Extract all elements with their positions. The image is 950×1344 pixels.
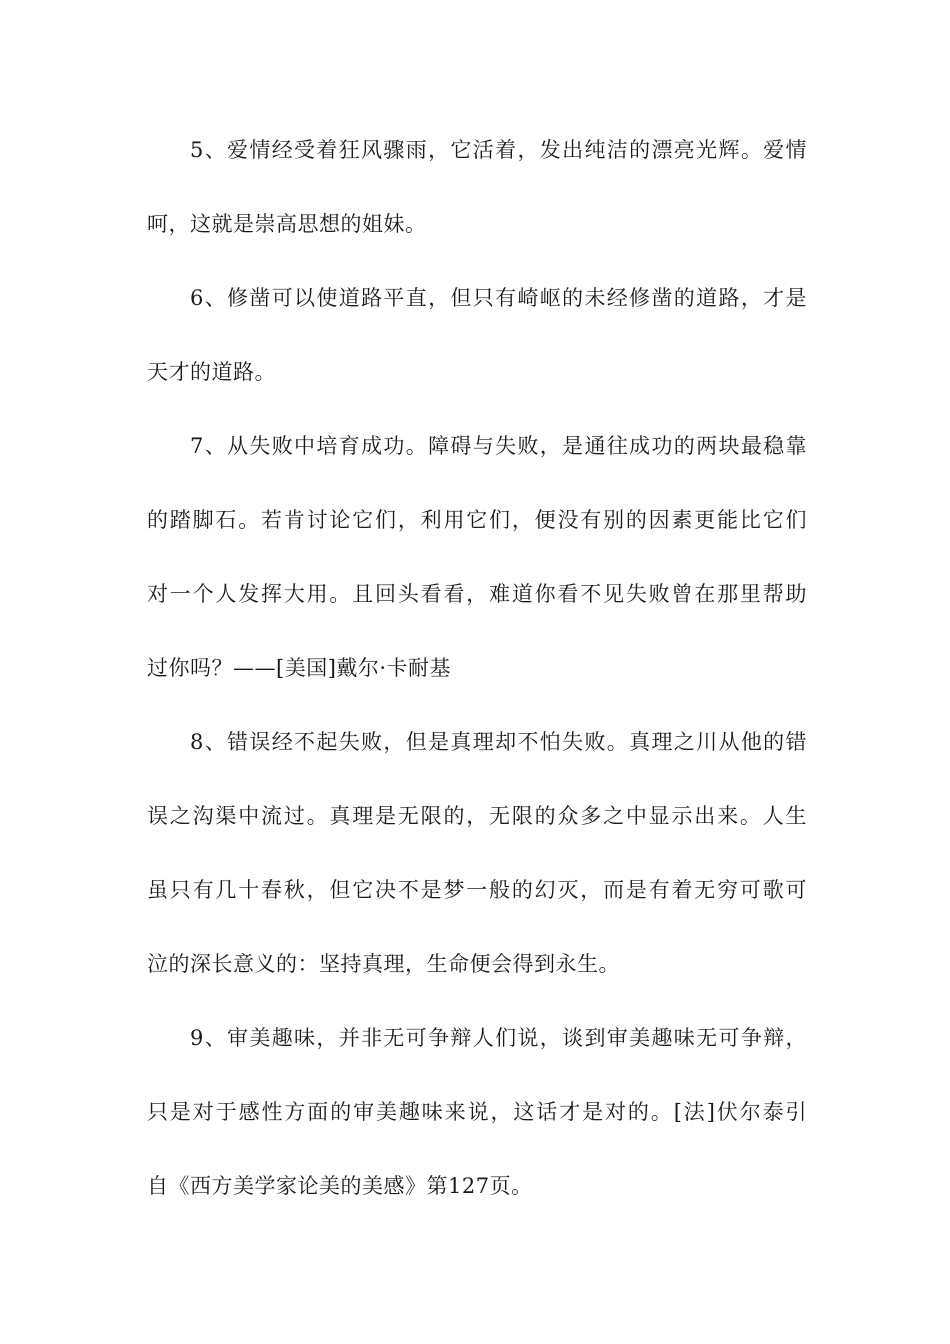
paragraph-line: 9、审美趣味，并非无可争辩人们说，谈到审美趣味无可争辩， [190, 1026, 807, 1050]
paragraph-line: 天才的道路。 [147, 360, 276, 384]
paragraph-line: 对一个人发挥大用。且回头看看，难道你看不见失败曾在那里帮助 [147, 582, 807, 606]
paragraph-line: 8、错误经不起失败，但是真理却不怕失败。真理之川从他的错 [190, 730, 807, 754]
paragraph-line: 过你吗？——[美国]戴尔·卡耐基 [147, 656, 452, 680]
paragraph-line: 只是对于感性方面的审美趣味来说，这话才是对的。[法]伏尔泰引 [147, 1100, 807, 1124]
paragraph-line: 自《西方美学家论美的美感》第127页。 [147, 1174, 533, 1198]
document-body [147, 113, 807, 1223]
paragraph-line: 误之沟渠中流过。真理是无限的，无限的众多之中显示出来。人生 [147, 804, 807, 828]
paragraph-6 [147, 261, 807, 409]
paragraph-line: 的踏脚石。若肯讨论它们，利用它们，便没有别的因素更能比它们 [147, 508, 807, 532]
paragraph-7 [147, 409, 807, 705]
paragraph-5 [147, 113, 807, 261]
paragraph-8 [147, 705, 807, 1001]
paragraph-line: 泣的深长意义的：坚持真理，生命便会得到永生。 [147, 952, 620, 976]
paragraph-line: 5、爱情经受着狂风骤雨，它活着，发出纯洁的漂亮光辉。爱情 [190, 138, 807, 162]
paragraph-line: 呵，这就是崇高思想的姐妹。 [147, 212, 427, 236]
paragraph-9 [147, 1001, 807, 1223]
paragraph-line: 6、修凿可以使道路平直，但只有崎岖的未经修凿的道路，才是 [190, 286, 807, 310]
paragraph-line: 虽只有几十春秋，但它决不是梦一般的幻灭，而是有着无穷可歌可 [147, 878, 807, 902]
paragraph-line: 7、从失败中培育成功。障碍与失败，是通往成功的两块最稳靠 [190, 434, 807, 458]
